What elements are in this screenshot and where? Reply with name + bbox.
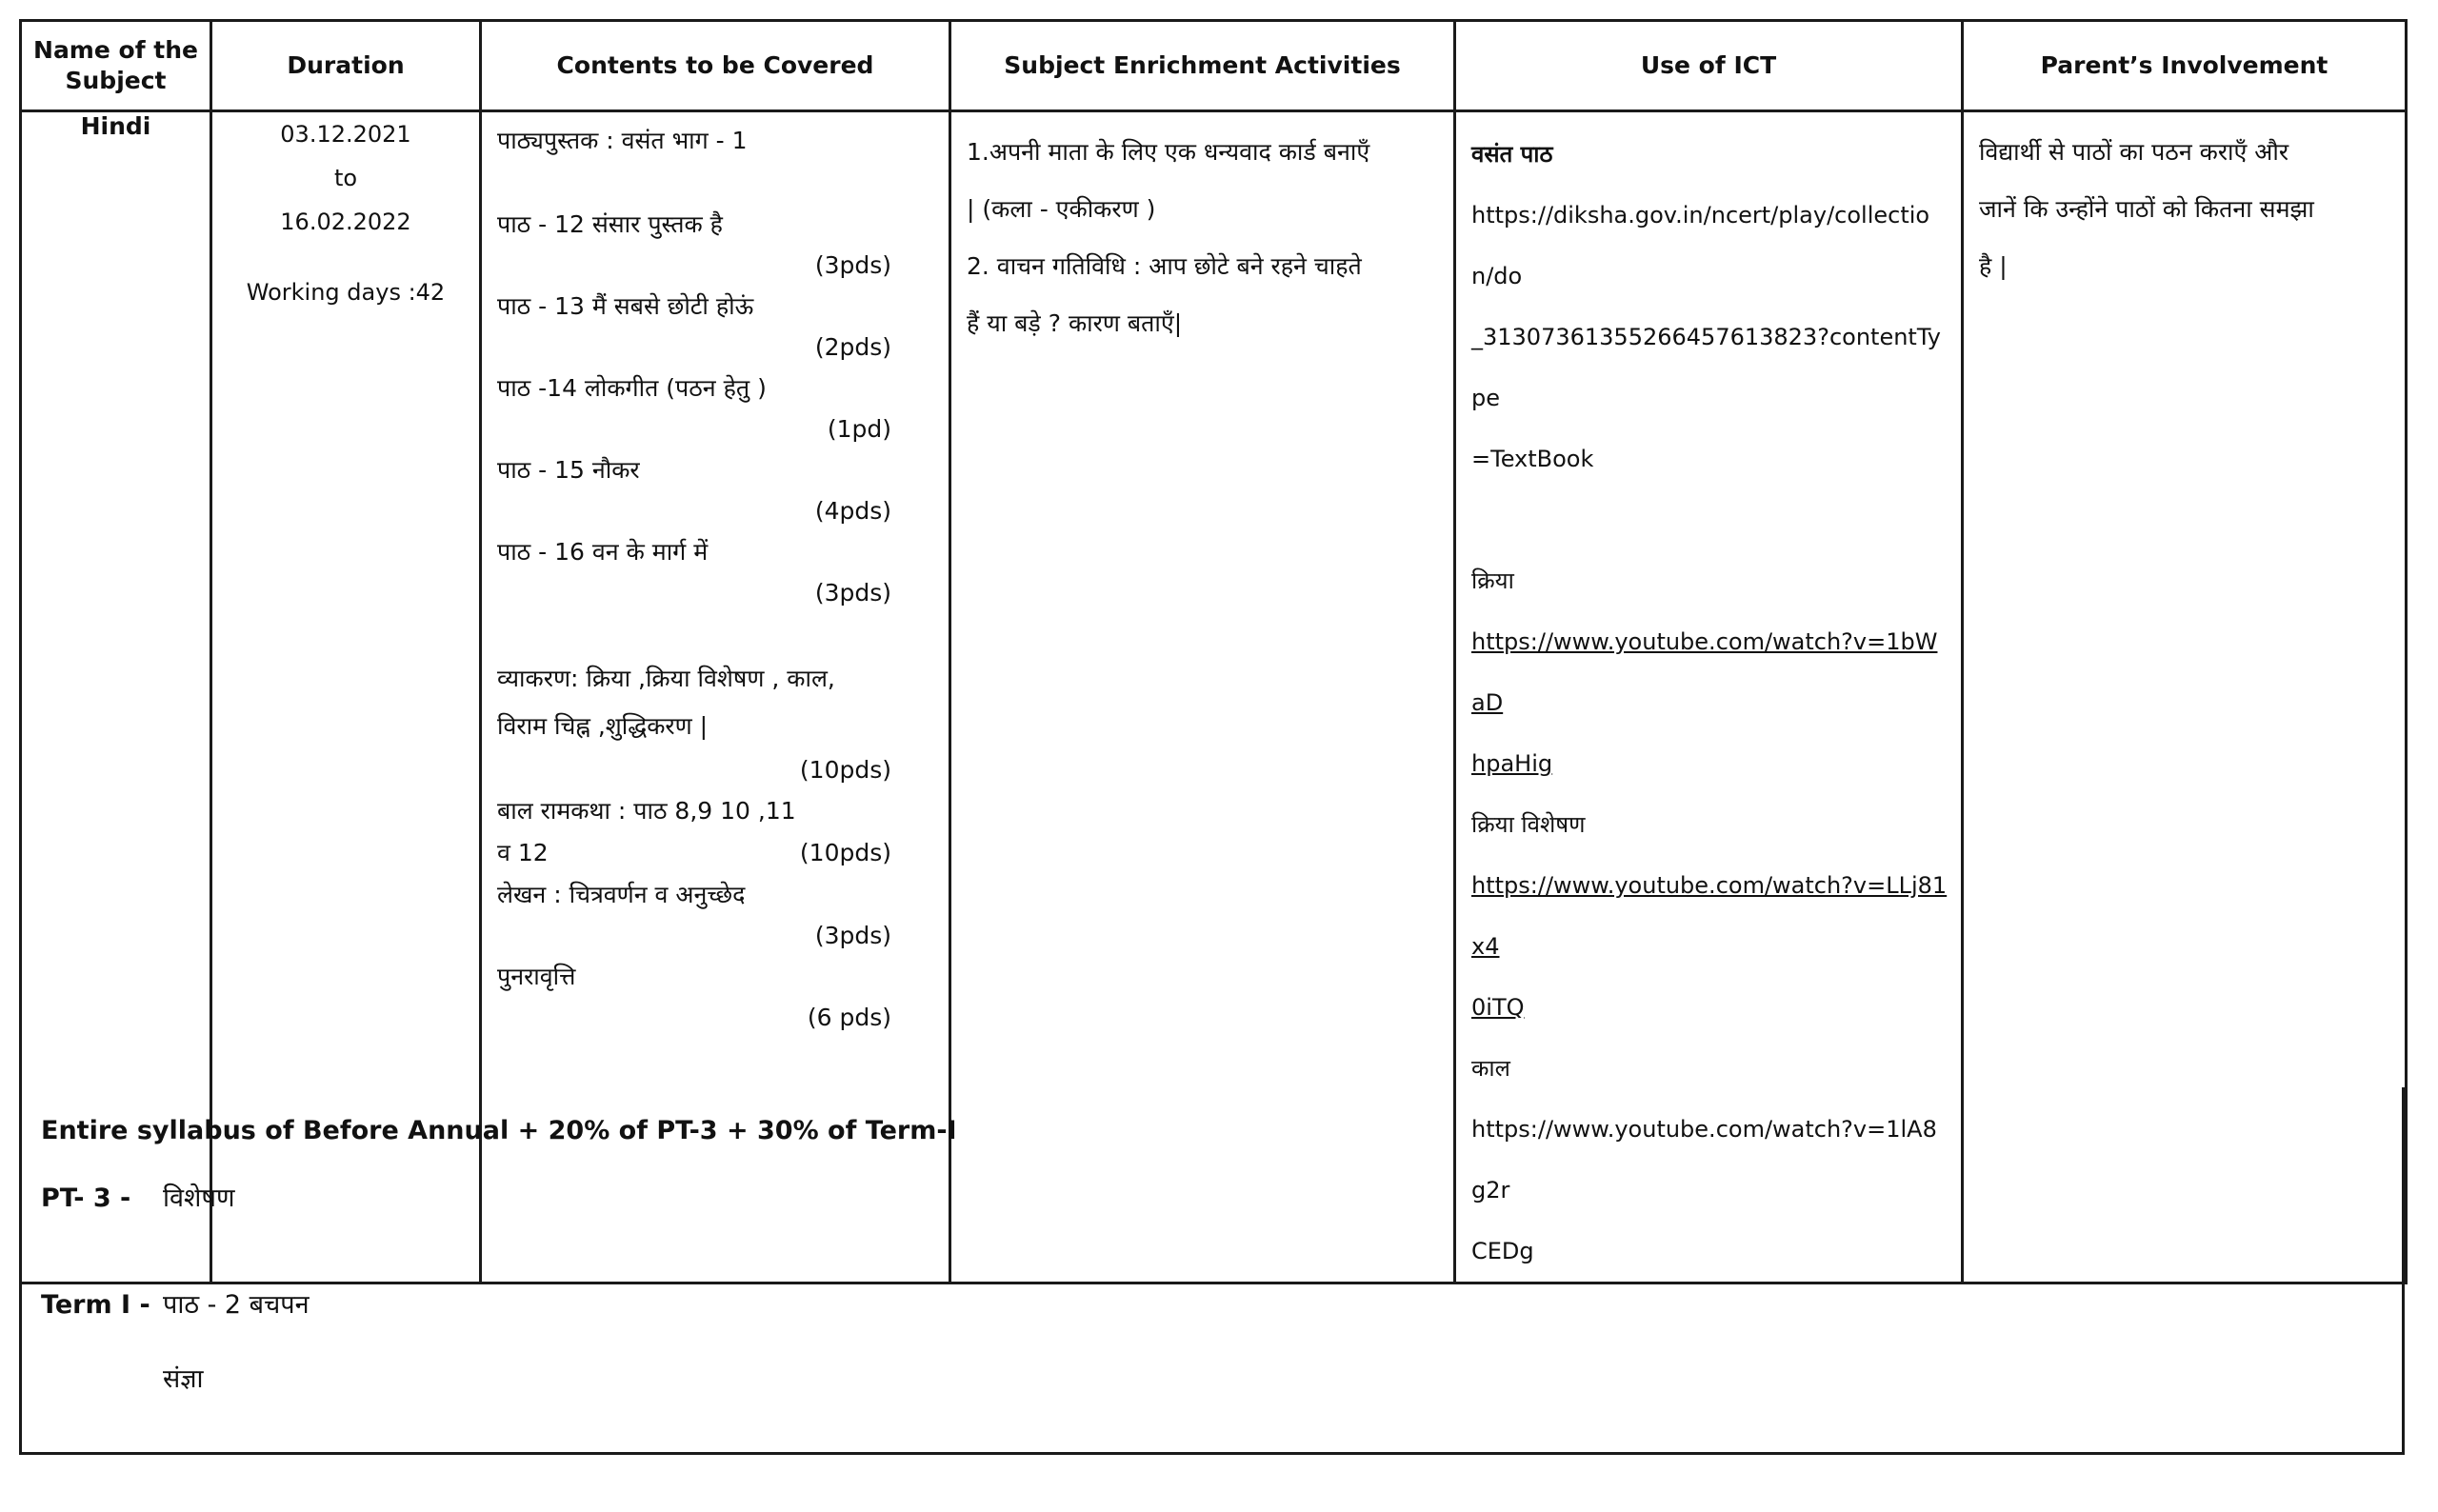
- youtube-link-kaal-line-2[interactable]: CEDg: [1471, 1238, 1534, 1264]
- youtube-link-kriya-line-2[interactable]: hpaHig: [1471, 750, 1553, 777]
- syllabus-summary: Entire syllabus of Before Annual + 20% of PT-3 + 30% of Term-I: [41, 1116, 957, 1145]
- lesson-title: पाठ - 12 संसार पुस्तक है: [497, 210, 723, 238]
- activity-2-line-2: हैं या बड़े ? कारण बताएँ|: [967, 309, 1183, 337]
- activity-1-line-2: | (कला - एकीकरण ): [967, 195, 1156, 223]
- pt3-value: विशेषण: [163, 1184, 235, 1213]
- pt3-label: PT- 3 -: [41, 1184, 131, 1213]
- duration-from: 03.12.2021: [280, 121, 411, 148]
- ramkatha-line-1: बाल रामकथा : पाठ 8,9 10 ,11: [497, 797, 796, 825]
- grammar-line-2: विराम चिह्न ,शुद्धिकरण |: [497, 712, 709, 740]
- lesson-periods: (3pds): [814, 579, 891, 607]
- header-duration: Duration: [211, 21, 481, 111]
- lesson-title: पाठ - 13 मैं सबसे छोटी होऊं: [497, 292, 754, 320]
- term1-value-2: संज्ञा: [163, 1364, 204, 1394]
- revision-topic: पुनरावृत्ति: [497, 963, 576, 990]
- grammar-periods: (10pds): [799, 756, 891, 784]
- grammar-line-1: व्याकरण: क्रिया ,क्रिया विशेषण , काल,: [497, 665, 835, 692]
- header-ict: Use of ICT: [1455, 21, 1963, 111]
- header-enrichment: Subject Enrichment Activities: [950, 21, 1455, 111]
- youtube-link-kriya-line-1[interactable]: https://www.youtube.com/watch?v=1bWaD: [1471, 628, 1938, 716]
- term1-value: पाठ - 2 बचपन: [163, 1290, 310, 1320]
- youtube-link-visheshan-line-2[interactable]: 0iTQ: [1471, 994, 1525, 1021]
- ict-heading-vasant: वसंत पाठ: [1471, 141, 1553, 168]
- ict-heading-kriya: क्रिया: [1471, 567, 1514, 594]
- ramkatha-periods: (10pds): [799, 839, 891, 866]
- lesson-title: पाठ -14 लोकगीत (पठन हेतु ): [497, 374, 767, 402]
- youtube-link-visheshan-line-1[interactable]: https://www.youtube.com/watch?v=LLj81x4: [1471, 872, 1948, 960]
- parent-line-2: जानें कि उन्होंने पाठों को कितना समझा: [1979, 195, 2314, 223]
- ramkatha-line-2: व 12: [497, 839, 549, 866]
- syllabus-sheet: [19, 19, 2405, 1452]
- activity-2-line-1: 2. वाचन गतिविधि : आप छोटे बने रहने चाहते: [967, 252, 1362, 280]
- duration-to-word: to: [333, 165, 358, 191]
- textbook-title: पाठ्यपुस्तक : वसंत भाग - 1: [497, 127, 748, 154]
- ict-heading-kriya-visheshan: क्रिया विशेषण: [1471, 811, 1586, 838]
- lesson-periods: (4pds): [814, 497, 891, 525]
- working-days: Working days :42: [246, 279, 446, 306]
- term1-line: [41, 1285, 310, 1321]
- term1-label: Term I -: [41, 1290, 150, 1320]
- writing-topic: लेखन : चित्रवर्णन व अनुच्छेद: [497, 881, 746, 908]
- lesson-periods: (3pds): [814, 251, 891, 279]
- syllabus-footer: [19, 1087, 2405, 1455]
- youtube-link-kaal-line-1[interactable]: https://www.youtube.com/watch?v=1lA8g2r: [1471, 1116, 1937, 1204]
- diksha-link-line-2[interactable]: _31307361355266457613823?contentType: [1471, 324, 1941, 411]
- header-row: [21, 21, 2407, 111]
- header-parent: Parent’s Involvement: [1963, 21, 2407, 111]
- header-subject: Name of the Subject: [21, 21, 211, 111]
- header-contents: Contents to be Covered: [481, 21, 950, 111]
- parent-line-3: है |: [1979, 252, 2008, 280]
- lesson-periods: (2pds): [814, 333, 891, 361]
- revision-periods: (6 pds): [807, 1004, 891, 1031]
- lesson-periods: (1pd): [827, 415, 891, 443]
- duration-until: 16.02.2022: [280, 209, 411, 235]
- lesson-title: पाठ - 16 वन के मार्ग में: [497, 538, 709, 566]
- diksha-link-line-1[interactable]: https://diksha.gov.in/ncert/play/collection/do: [1471, 202, 1930, 289]
- subject-name: Hindi: [80, 112, 151, 140]
- ict-heading-kaal: काल: [1471, 1055, 1510, 1082]
- writing-periods: (3pds): [814, 922, 891, 949]
- pt3-line: [41, 1179, 235, 1214]
- lesson-title: पाठ - 15 नौकर: [497, 456, 640, 484]
- diksha-link-line-3[interactable]: =TextBook: [1471, 446, 1594, 472]
- parent-line-1: विद्यार्थी से पाठों का पठन कराएँ और: [1979, 138, 2289, 166]
- activity-1-line-1: 1.अपनी माता के लिए एक धन्यवाद कार्ड बनाएँ: [967, 138, 1370, 166]
